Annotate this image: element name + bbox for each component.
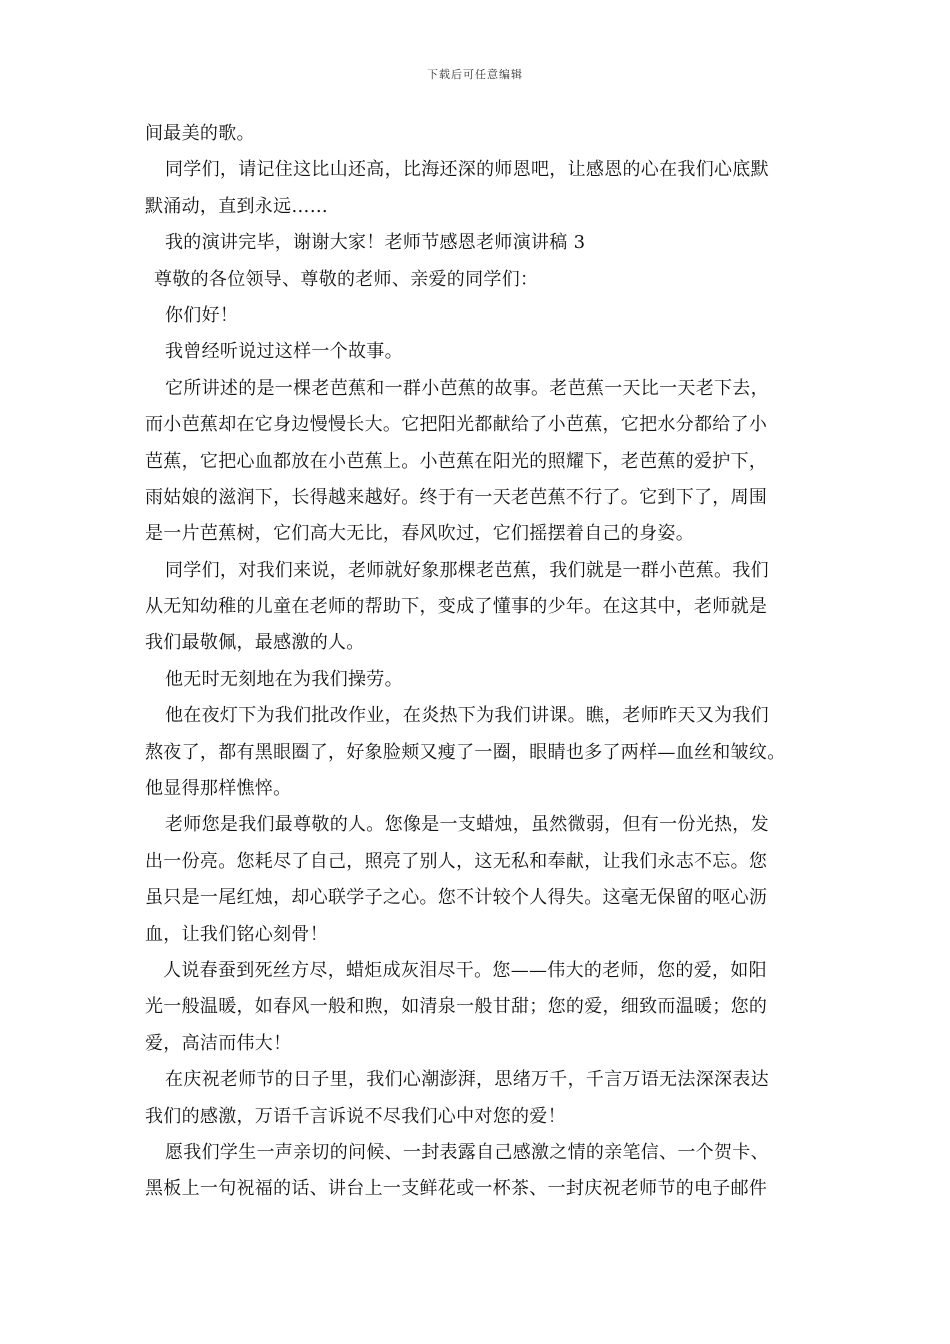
document-body	[145, 116, 835, 1208]
text-line: 你们好！	[165, 304, 239, 326]
text-line: 我曾经听说过这样一个故事。	[165, 341, 403, 363]
text-line: 同学们，请记住这比山还高，比海还深的师恩吧，让感恩的心在我们心底默	[165, 159, 769, 181]
text-line: 爱，高洁而伟大！	[145, 1032, 292, 1054]
text-line: 老师您是我们最尊敬的人。您像是一支蜡烛，虽然微弱，但有一份光热，发	[165, 814, 769, 836]
text-line: 在庆祝老师节的日子里，我们心潮澎湃，思绪万千，千言万语无法深深表达	[165, 1069, 769, 1091]
text-line: 我们最敬佩，最感激的人。	[145, 632, 365, 654]
text-line: 愿我们学生一声亲切的问候、一封表露自己感激之情的亲笔信、一个贺卡、	[165, 1141, 769, 1163]
text-line: 我们的感激，万语千言诉说不尽我们心中对您的爱！	[145, 1105, 566, 1127]
text-line: 熬夜了，都有黑眼圈了，好象脸颊又瘦了一圈，眼睛也多了两样—血丝和皱纹。	[145, 741, 786, 763]
text-line: 我的演讲完毕，谢谢大家！老师节感恩老师演讲稿 3	[165, 232, 586, 254]
text-line: 默涌动，直到永远……	[145, 195, 328, 217]
text-line: 光一般温暖，如春风一般和煦，如清泉一般甘甜；您的爱，细致而温暖；您的	[145, 996, 768, 1018]
text-line: 尊敬的各位领导、尊敬的老师、亲爱的同学们：	[154, 268, 539, 290]
page-header: 下载后可任意编辑	[427, 68, 523, 81]
text-line: 人说春蚕到死丝方尽，蜡炬成灰泪尽干。您——伟大的老师，您的爱，如阳	[163, 959, 767, 981]
text-line: 黑板上一句祝福的话、讲台上一支鲜花或一杯茶、一封庆祝老师节的电子邮件	[145, 1178, 768, 1200]
text-line: 同学们，对我们来说，老师就好象那棵老芭蕉，我们就是一群小芭蕉。我们	[165, 559, 769, 581]
text-line: 是一片芭蕉树，它们高大无比，春风吹过，它们摇摆着自己的身姿。	[145, 523, 694, 545]
text-line: 雨姑娘的滋润下，长得越来越好。终于有一天老芭蕉不行了。它到下了，周围	[145, 486, 768, 508]
text-line: 血，让我们铭心刻骨！	[145, 923, 328, 945]
text-line: 而小芭蕉却在它身边慢慢长大。它把阳光都献给了小芭蕉，它把水分都给了小	[145, 414, 768, 436]
text-line: 出一份亮。您耗尽了自己，照亮了别人，这无私和奉献，让我们永志不忘。您	[145, 850, 768, 872]
text-line: 他无时无刻地在为我们操劳。	[165, 668, 403, 690]
text-line: 芭蕉，它把心血都放在小芭蕉上。小芭蕉在阳光的照耀下，老芭蕉的爱护下，	[145, 450, 768, 472]
text-line: 它所讲述的是一棵老芭蕉和一群小芭蕉的故事。老芭蕉一天比一天老下去，	[165, 377, 769, 399]
text-line: 他显得那样憔悴。	[145, 778, 292, 800]
text-line: 他在夜灯下为我们批改作业，在炎热下为我们讲课。瞧，老师昨天又为我们	[165, 705, 769, 727]
text-line: 虽只是一尾红烛，却心联学子之心。您不计较个人得失。这毫无保留的呕心沥	[145, 887, 768, 909]
text-line: 从无知幼稚的儿童在老师的帮助下，变成了懂事的少年。在这其中，老师就是	[145, 596, 768, 618]
text-line: 间最美的歌。	[145, 123, 255, 144]
